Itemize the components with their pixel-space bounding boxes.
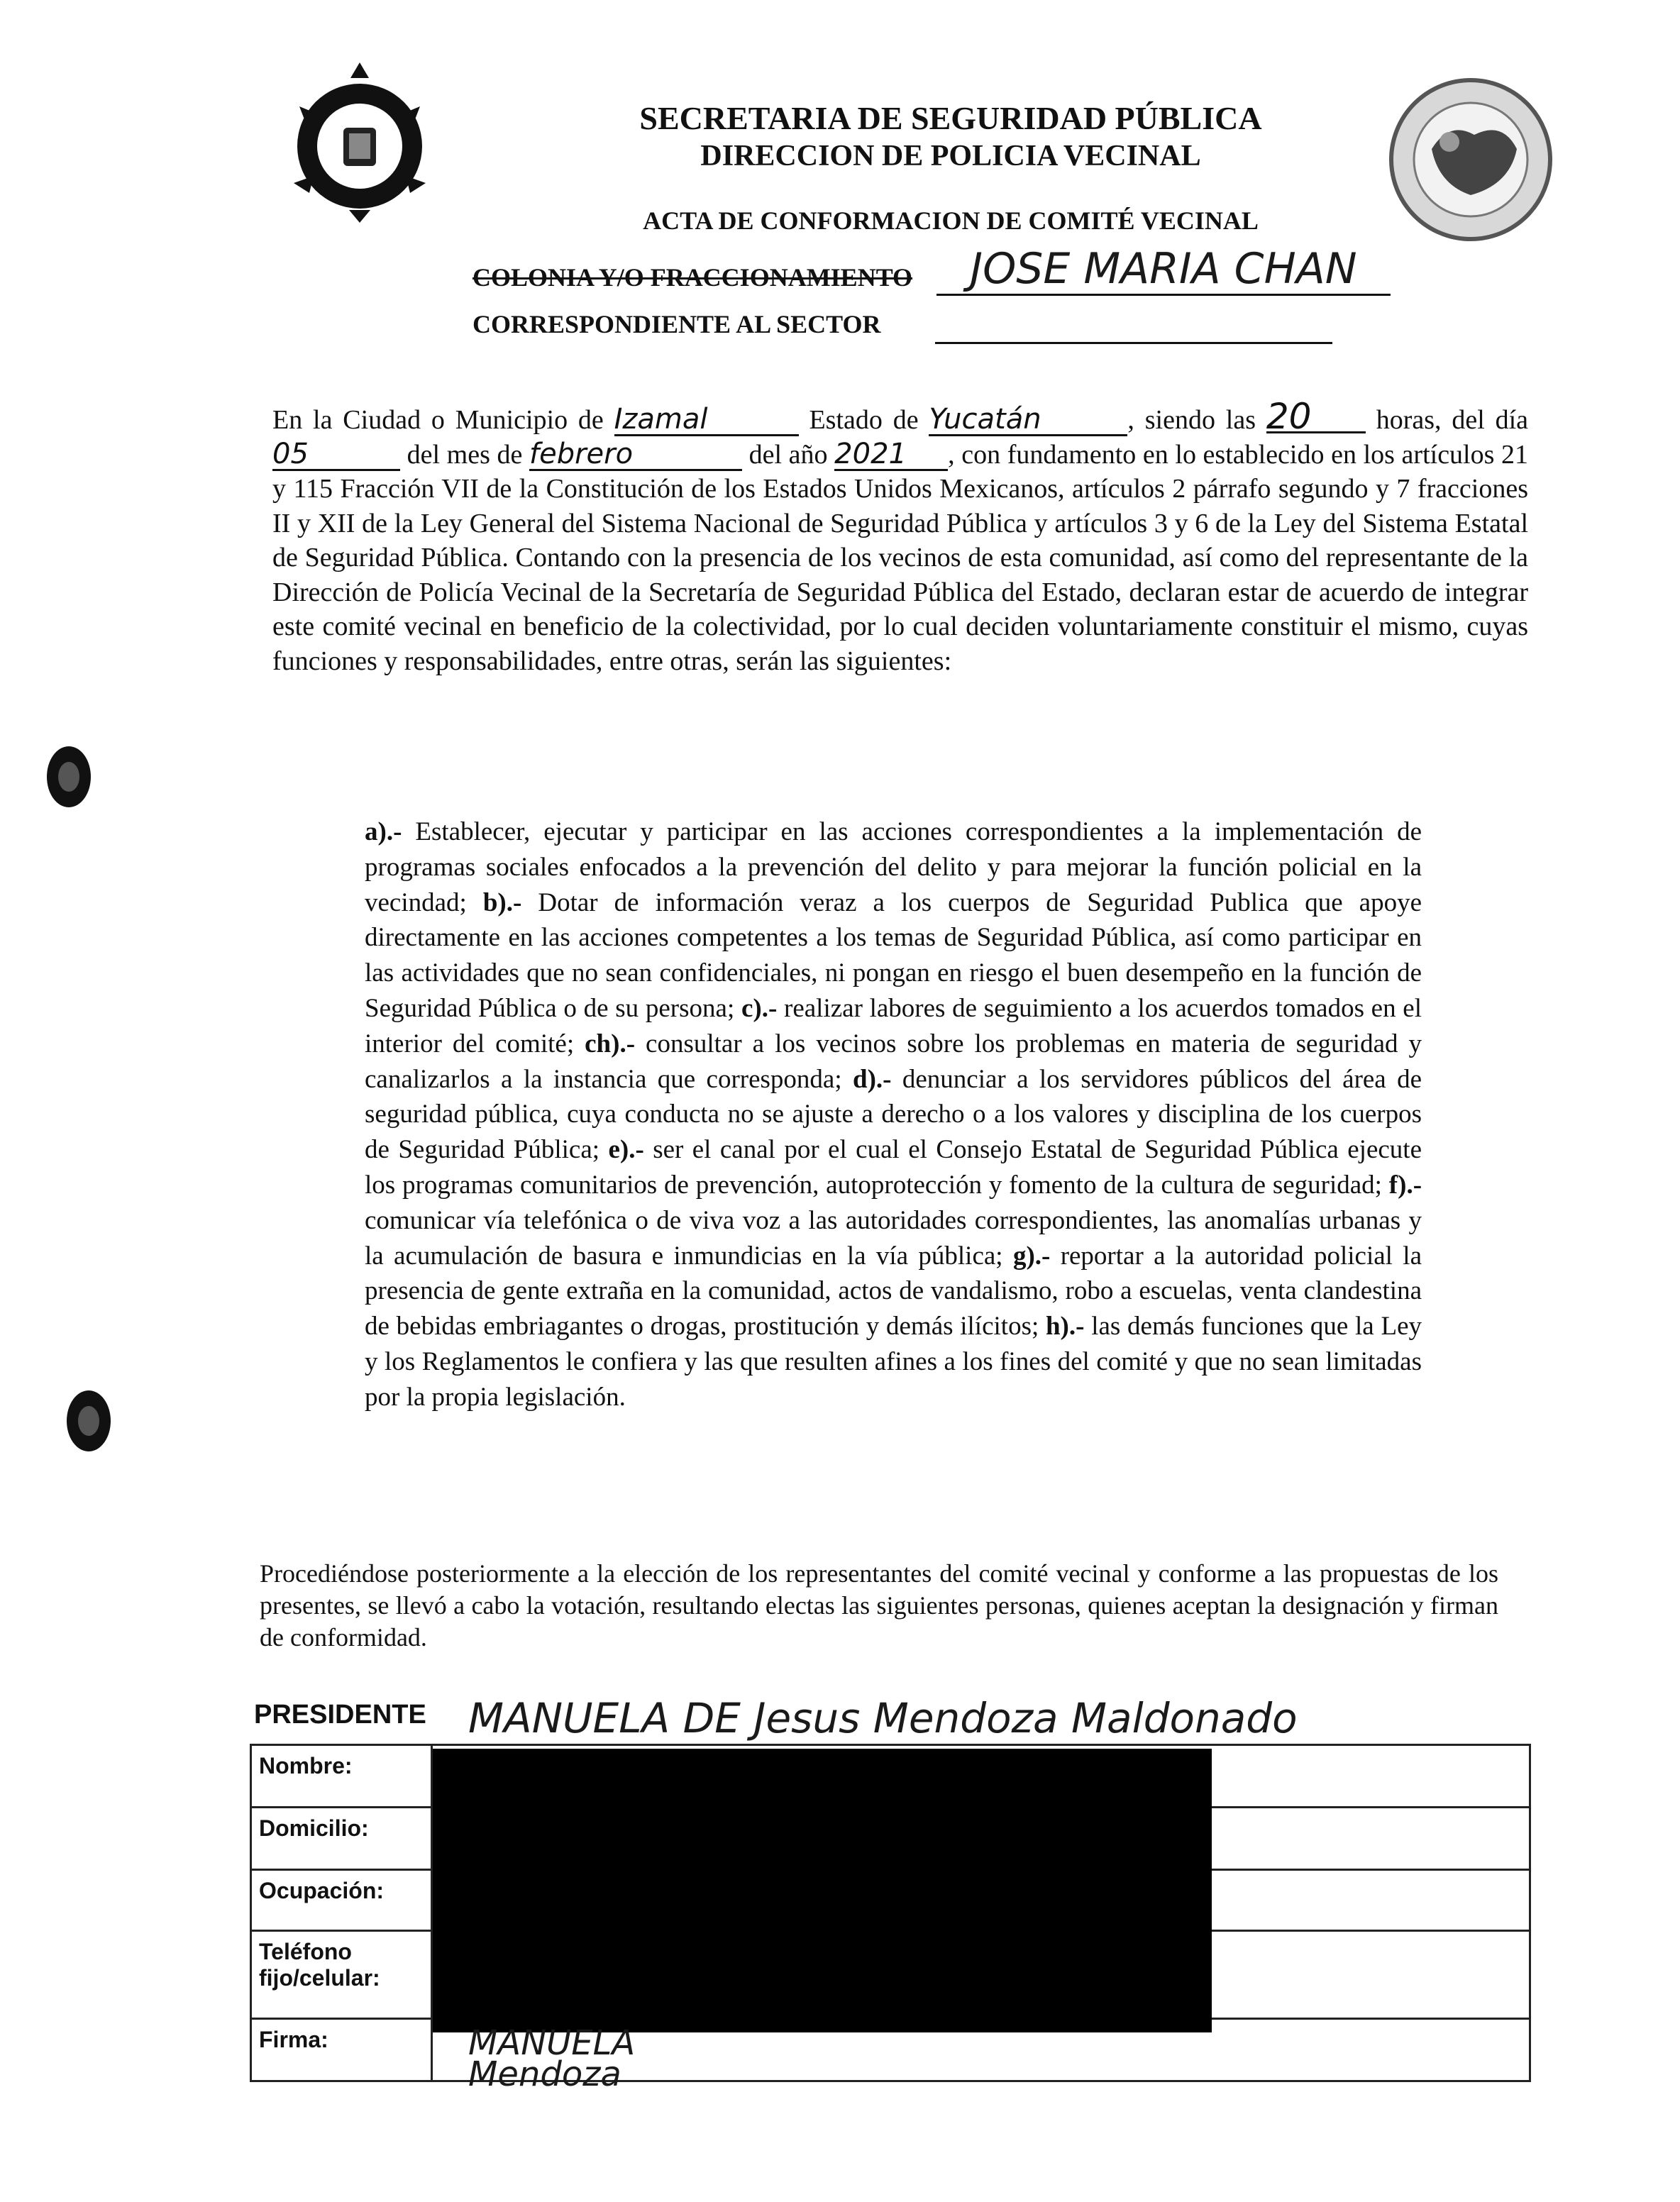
police-emblem-icon bbox=[278, 62, 441, 226]
sector-label: CORRESPONDIENTE AL SECTOR bbox=[472, 310, 881, 338]
binder-hole-top bbox=[47, 746, 91, 807]
president-label: PRESIDENTE bbox=[254, 1700, 426, 1730]
anio-value: 2021 bbox=[834, 439, 948, 471]
function-c-text: realizar labores de seguimiento a los acuerdos tomados en el interior del comité; bbox=[365, 993, 1422, 1058]
intro-text-4: horas, del día bbox=[1376, 405, 1529, 435]
sector-value bbox=[935, 312, 1332, 344]
intro-text-7: , con fundamento en lo establecido en los artículos 21 y 115 Fracción VII de la Constitución de los Estados Unidos Mexicanos, artículos 2 párrafo segundo y 7 fracciones II y XII de la Ley General del Sistema Nacional de Seguridad Pública y artículos 3 y 6 de la Ley del Sistema Estatal de Seguridad Pública. Contando con la presencia de los vecinos de esta comunidad, así como del representante de la Dirección de Policía Vecinal de la Secretaría de Seguridad Pública del Estado, declaran estar de acuerdo de integrar este comité vecinal en beneficio de la colectividad, por lo cual deciden voluntariamente constituir el mismo, cuyas funciones y responsabilidades, entre otras, serán las siguientes: bbox=[272, 439, 1529, 676]
horas-value: 20 bbox=[1266, 402, 1366, 433]
colonia-value: JOSE MARIA CHAN bbox=[936, 244, 1391, 296]
official-stamp-icon bbox=[1382, 71, 1559, 248]
firma-label: Firma: bbox=[251, 2019, 432, 2081]
dia-value: 05 bbox=[272, 439, 400, 471]
function-c-label: c).- bbox=[741, 993, 778, 1023]
closing-paragraph: Procediéndose posteriormente a la elección de los representantes del comité vecinal y conforme a las propuestas de los presentes, se llevó a cabo la votación, resultando electas las siguientes personas, quienes aceptan la designación y firman de conformidad. bbox=[260, 1559, 1498, 1652]
function-e-label: e).- bbox=[608, 1135, 644, 1165]
intro-paragraph bbox=[272, 396, 1529, 678]
functions-list bbox=[365, 814, 1422, 1415]
function-g-text: reportar a la autoridad policial la presencia de gente extraña en la comunidad, actos de vandalismo, robo a escuelas, venta clandestina de bebidas embriagantes o drogas, prostitución y demás ilícitos; bbox=[365, 1241, 1422, 1341]
function-d-text: denunciar a los servidores públicos del área de seguridad pública, cuya conducta no se ajuste a derecho o a los valores y disciplina de los cuerpos de Seguridad Pública; bbox=[365, 1064, 1422, 1165]
domicilio-label: Domicilio: bbox=[251, 1808, 432, 1870]
intro-text-5: del mes de bbox=[407, 439, 523, 470]
president-name-handwritten: MANUELA DE Jesus Mendoza Maldonado bbox=[468, 1694, 1298, 1742]
redaction-box bbox=[433, 1749, 1212, 2032]
intro-text-2: Estado de bbox=[809, 405, 919, 435]
signature: MANUELA Mendoza bbox=[468, 2023, 636, 2094]
function-h-text: las demás funciones que la Ley y los Reglamentos le confiera y las que resulten afines a los fines del comité y que no sean limitadas por la propia legislación. bbox=[365, 1312, 1422, 1412]
telefono-label: Teléfono fijo/celular: bbox=[251, 1931, 432, 2019]
intro-text-1: En la Ciudad o Municipio de bbox=[272, 405, 604, 435]
function-f-label: f).- bbox=[1388, 1170, 1422, 1200]
function-b-text: Dotar de información veraz a los cuerpos de Seguridad Publica que apoye directamente en las acciones competentes a los temas de Seguridad Pública, así como participar en las actividades que no sean confidenciales, ni pongan en riesgo el buen desempeño en la función de Seguridad Pública o de su persona; bbox=[365, 887, 1422, 1023]
function-a-label: a).- bbox=[365, 817, 402, 846]
header-secretaria: SECRETARIA DE SEGURIDAD PÚBLICA bbox=[639, 100, 1262, 136]
function-g-label: g).- bbox=[1012, 1241, 1051, 1271]
act-title: ACTA DE CONFORMACION DE COMITÉ VECINAL bbox=[643, 206, 1259, 235]
binder-hole-bottom bbox=[67, 1390, 111, 1451]
function-ch-label: ch).- bbox=[585, 1029, 636, 1058]
function-f-text: comunicar vía telefónica o de viva voz a las autoridades correspondientes, las anomalías urbanas y la acumulación de basura e inmundicias en la vía pública; bbox=[365, 1205, 1422, 1271]
ocupacion-label: Ocupación: bbox=[251, 1870, 432, 1931]
function-b-label: b).- bbox=[482, 887, 522, 917]
colonia-label: COLONIA Y/O FRACCIONAMIENTO bbox=[472, 263, 913, 292]
estado-value: Yucatán bbox=[929, 404, 1127, 436]
nombre-label: Nombre: bbox=[251, 1745, 432, 1808]
header-direccion: DIRECCION DE POLICIA VECINAL bbox=[700, 140, 1201, 172]
function-e-text: ser el canal por el cual el Consejo Estatal de Seguridad Pública ejecute los programas comunitarios de prevención, autoprotección y fomento de la cultura de seguridad; bbox=[365, 1135, 1422, 1200]
function-a-text: Establecer, ejecutar y participar en las acciones correspondientes a la implementación de programas sociales enfocados a la prevención del delito y para mejorar la función policial en la vecindad; bbox=[365, 817, 1422, 917]
intro-text-6: del año bbox=[748, 439, 828, 470]
function-h-label: h).- bbox=[1045, 1312, 1085, 1341]
function-d-label: d).- bbox=[853, 1064, 892, 1094]
intro-text-3: , siendo las bbox=[1127, 405, 1256, 435]
function-ch-text: consultar a los vecinos sobre los problemas en materia de seguridad y canalizarlos a la instancia que corresponda; bbox=[365, 1029, 1422, 1094]
municipio-value: Izamal bbox=[614, 404, 799, 436]
mes-value: febrero bbox=[529, 439, 742, 471]
